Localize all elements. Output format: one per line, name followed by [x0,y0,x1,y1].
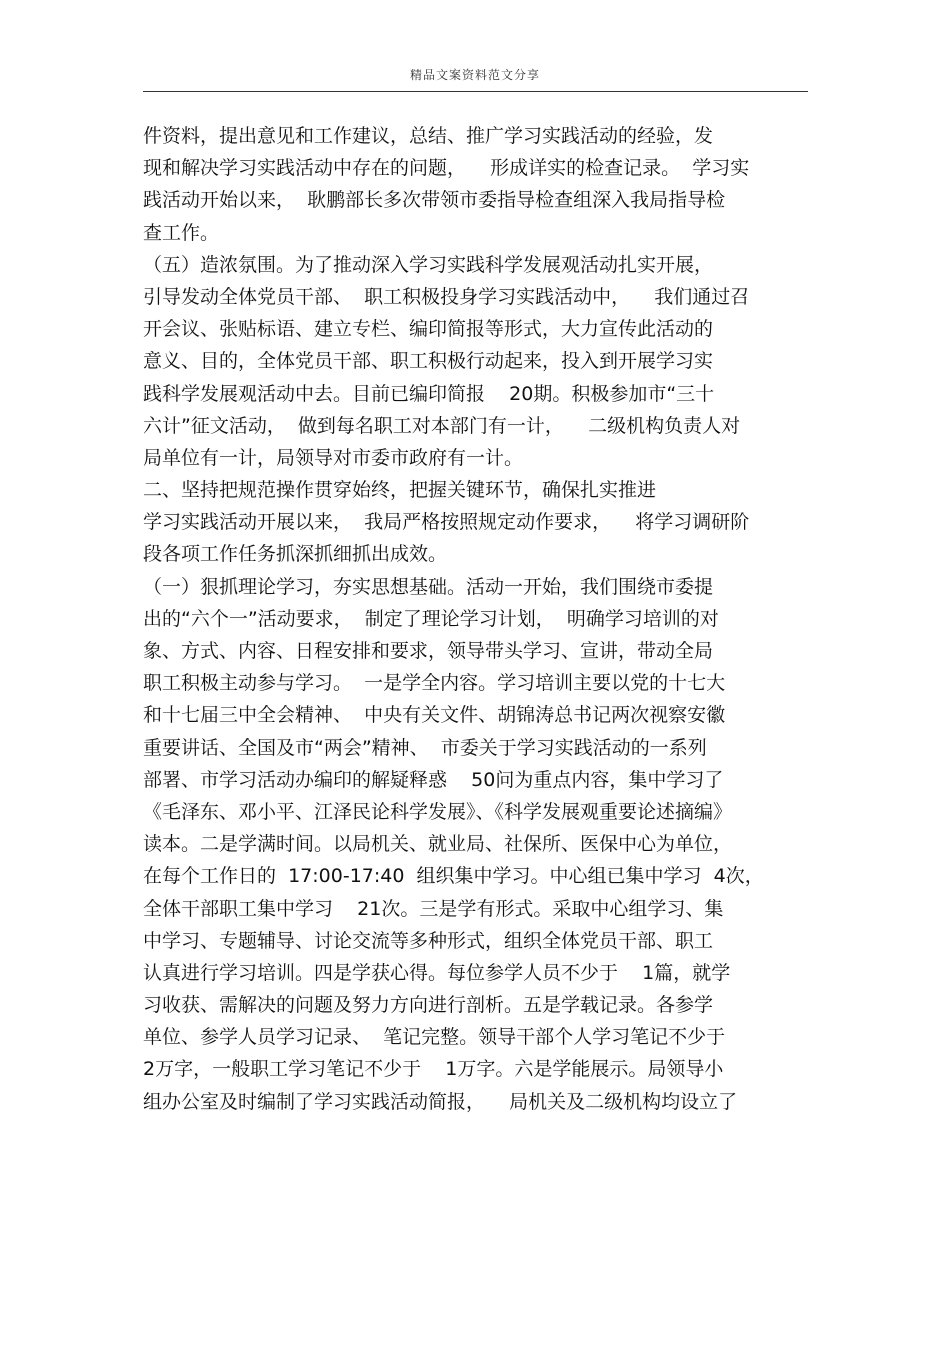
body-text [143,120,823,1118]
text-line: 学习实践活动开展以来， 我局严格按照规定动作要求， 将学习调研阶 [143,511,750,534]
text-line: 组办公室及时编制了学习实践活动简报， 局机关及二级机构均设立了 [143,1090,738,1113]
section-heading: 二、坚持把规范操作贯穿始终，把握关键环节，确保扎实推进 [143,479,657,502]
text-line: 开会议、张贴标语、建立专栏、编印简报等形式，大力宣传此活动的 [143,318,714,341]
text-line: 践活动开始以来， 耿鹏部长多次带领市委指导检查组深入我局指导检 [143,189,726,212]
text-line: 部署、市学习活动办编印的解疑释惑 50问为重点内容，集中学习了 [143,768,724,791]
text-line: 查工作。 [143,221,220,244]
text-line: 出的“六个一”活动要求， 制定了理论学习计划， 明确学习培训的对 [143,607,719,630]
text-line: 践科学发展观活动中去。目前已编印简报 20期。积极参加市“三十 [143,382,715,405]
text-line: （五）造浓氛围。为了推动深入学习实践科学发展观活动扎实开展， [143,253,714,276]
text-line: （一）狠抓理论学习，夯实思想基础。活动一开始，我们围绕市委提 [143,575,714,598]
text-line: 意义、目的，全体党员干部、职工积极行动起来，投入到开展学习实 [143,350,714,373]
text-line: 单位、参学人员学习记录、 笔记完整。领导干部个人学习笔记不少于 [143,1026,726,1049]
text-line: 职工积极主动参与学习。 一是学全内容。学习培训主要以党的十七大 [143,672,726,695]
text-line: 引导发动全体党员干部、 职工积极投身学习实践活动中， 我们通过召 [143,285,750,308]
text-line: 认真进行学习培训。四是学获心得。每位参学人员不少于 1篇，就学 [143,961,731,984]
text-line: 中学习、专题辅导、讨论交流等多种形式，组织全体党员干部、职工 [143,929,714,952]
page-header: 精品文案资料范文分享 [409,68,540,82]
text-line: 读本。二是学满时间。以局机关、就业局、社保所、医保中心为单位， [143,833,733,856]
text-line: 段各项工作任务抓深抓细抓出成效。 [143,543,448,566]
text-line: 现和解决学习实践活动中存在的问题， 形成详实的检查记录。 学习实 [143,157,750,180]
text-line: 象、方式、内容、日程安排和要求，领导带头学习、宣讲，带动全局 [143,640,714,662]
text-line: 六计”征文活动， 做到每名职工对本部门有一计， 二级机构负责人对 [143,414,741,437]
text-line: 局单位有一计，局领导对市委市政府有一计。 [143,446,524,469]
text-line: 2万字，一般职工学习笔记不少于 1万字。六是学能展示。局领导小 [143,1058,724,1081]
text-line: 在每个工作日的 17:00-17:40 组织集中学习。中心组已集中学习 4次， [143,865,764,888]
text-line: 重要讲话、全国及市“两会”精神、 市委关于学习实践活动的一系列 [143,736,707,759]
text-line: 习收获、需解决的问题及努力方向进行剖析。五是学载记录。各参学 [143,994,714,1017]
text-line: 件资料，提出意见和工作建议，总结、推广学习实践活动的经验，发 [143,125,714,147]
header-divider [143,91,808,92]
text-line: 《毛泽东、邓小平、江泽民论科学发展》、《科学发展观重要论述摘编》 [143,800,733,823]
text-line: 和十七届三中全会精神、 中央有关文件、胡锦涛总书记两次视察安徽 [143,704,726,727]
text-line: 全体干部职工集中学习 21次。三是学有形式。采取中心组学习、集 [143,897,724,920]
